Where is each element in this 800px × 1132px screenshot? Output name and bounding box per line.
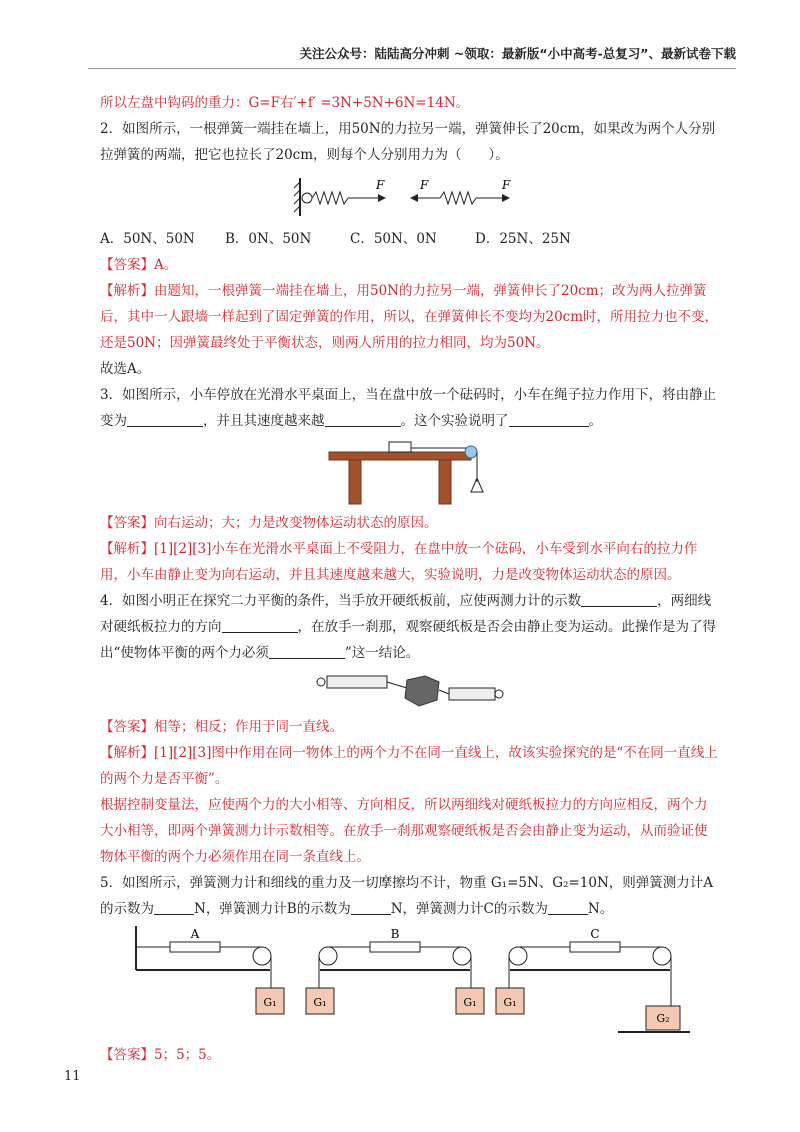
- previous-answer-line: 所以左盘中钩码的重力：G=F右′+f′ =3N+5N+6N=14N。: [100, 95, 470, 111]
- q2-analysis: 【解析】由题知，一根弹簧一端挂在墙上，用50N的力拉另一端，弹簧伸长了20cm；改为两人拉弹簧后，其中一人跟墙一样起到了固定弹簧的作用，所以，在弹簧伸长不变均为20cm时，所用拉力也不变，还是50N；因弹簧最终处于平衡状态，则两人所用的拉力相同，均为50N。: [100, 283, 719, 351]
- force-label-f: F: [376, 178, 385, 192]
- blank: [325, 410, 401, 427]
- blank: [269, 642, 345, 659]
- option-a: A．50N、50N: [100, 231, 195, 247]
- weight-g1-label: G₁: [463, 996, 477, 1009]
- label-b: B: [390, 927, 400, 941]
- blank: [127, 410, 203, 427]
- q3-analysis: 【解析】[1][2][3]小车在光滑水平桌面上不受阻力，在盘中放一个砝码，小车受到水平向右的拉力作用，小车由静止变为向右运动，并且其速度越来越大，实验说明，力是改变物体运动状态的原因。: [100, 541, 698, 583]
- q3-answer: 【答案】向右运动；大；力是改变物体运动状态的原因。: [100, 515, 438, 531]
- weight-g2-label: G₂: [656, 1012, 670, 1025]
- blank: [222, 616, 298, 633]
- force-label-f: F: [502, 178, 511, 192]
- blank: [548, 898, 588, 915]
- q2-answer: 【答案】A。: [100, 257, 178, 273]
- label-a: A: [190, 927, 200, 941]
- q4-answer: 【答案】相等；相反；作用于同一直线。: [100, 719, 343, 735]
- q2-conclusion: 故选A。: [100, 361, 151, 377]
- q4-analysis-1: 【解析】[1][2][3]图中作用在同一物体上的两个力不在同一直线上，故该实验探究的是“不在同一直线上的两个力是否平衡”。: [100, 745, 718, 787]
- page-number: 11: [64, 1069, 81, 1084]
- weight-g1-label: G₁: [313, 996, 327, 1009]
- q2-options: [100, 226, 720, 252]
- blank: [509, 410, 589, 427]
- q2-spring-figure: [280, 172, 540, 222]
- label-c: C: [590, 927, 600, 941]
- blank: [581, 590, 657, 607]
- q4-cardboard-figure: [315, 670, 505, 710]
- option-d: D．25N、25N: [475, 231, 571, 247]
- q4-stem: 4．如图小明正在探究二力平衡的条件，当手放开硬纸板前，应使两测力计的示数 ，两细线对硬纸板拉力的方向 ，在放手一刹那，观察硬纸板是否会由静止变为运动。此操作是为了得出“使物体平衡的两个力必须 ”这一结论。: [100, 588, 720, 666]
- document-body: [100, 90, 720, 1068]
- blank: [351, 898, 391, 915]
- option-b: B．0N、50N: [225, 231, 312, 247]
- blank: [154, 898, 194, 915]
- force-label-f: F: [420, 178, 429, 192]
- page-header: 关注公众号：陆陆高分冲刺 ~领取：最新版“小中高考-总复习”、最新试卷下载: [299, 46, 736, 61]
- weight-g1-label: G₁: [503, 996, 517, 1009]
- q5-pulley-figures: [130, 926, 690, 1038]
- q5-stem: 5．如图所示，弹簧测力计和细线的重力及一切摩擦均不计，物重 G₁=5N、G₂=10N，则弹簧测力计A的示数为 N，弹簧测力计B的示数为 N，弹簧测力计C的示数为 N。: [100, 875, 714, 917]
- q3-cart-table-figure: [325, 438, 495, 506]
- weight-g1-label: G₁: [263, 996, 277, 1009]
- q4-analysis-2: 根据控制变量法，应使两个力的大小相等、方向相反，所以两细线对硬纸板拉力的方向应相反，两个力大小相等，即两个弹簧测力计示数相等。在放手一刹那观察硬纸板是否会由静止变为运动，从而验证使物体平衡的两个力必须作用在同一条直线上。: [100, 797, 708, 865]
- q5-answer: 【答案】5；5；5。: [100, 1047, 221, 1063]
- q3-stem: 3．如图所示，小车停放在光滑水平桌面上，当在盘中放一个砝码时，小车在绳子拉力作用下，将由静止变为 ，并且其速度越来越 。这个实验说明了 。: [100, 387, 717, 429]
- header-divider: [88, 68, 736, 69]
- option-c: C．50N、0N: [350, 231, 437, 247]
- q2-stem: 2．如图所示，一根弹簧一端挂在墙上，用50N的力拉另一端，弹簧伸长了20cm，如果改为两个人分别拉弹簧的两端，把它也拉长了20cm，则每个人分别用力为（ ）。: [100, 121, 716, 163]
